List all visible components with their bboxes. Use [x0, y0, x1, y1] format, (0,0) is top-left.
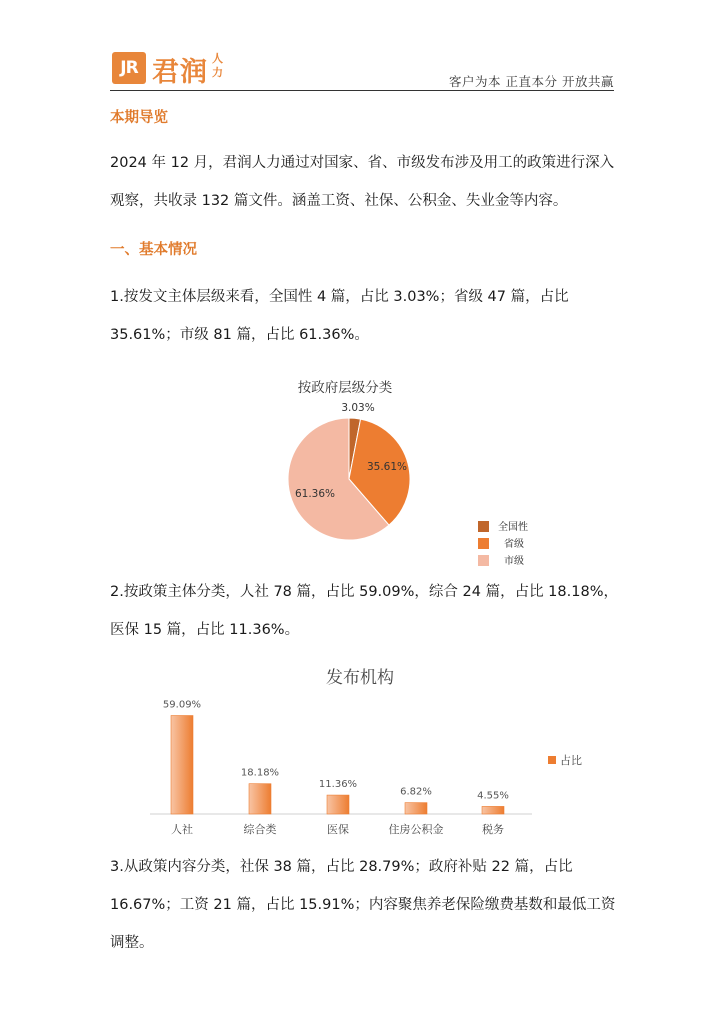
pie-legend-swatch	[478, 538, 489, 549]
bar-4	[405, 803, 427, 814]
paragraph-3: 3.从政策内容分类，社保 38 篇，占比 28.79%；政府补贴 22 篇，占比 16.67%；工资 21 篇，占比 15.91%；内容聚焦养老保险缴费基数和最低工资调整。	[110, 859, 616, 951]
bar-2	[249, 784, 271, 814]
intro-paragraph: 2024 年 12 月，君润人力通过对国家、省、市级发布涉及用工的政策进行深入观察，共收录 132 篇文件。涵盖工资、社保、公积金、失业金等内容。	[110, 155, 615, 209]
bar-chart-title: 发布机构	[326, 668, 394, 688]
bar-data-label: 59.09%	[162, 699, 202, 711]
x-tick-label: 人社	[171, 823, 193, 836]
pie-legend-label: 市级	[504, 556, 524, 567]
pie-legend-label: 全国性	[498, 522, 528, 533]
brand-logo-subtitle: 人力	[212, 52, 223, 79]
bar-legend-swatch	[548, 756, 556, 764]
section-title-intro: 本期导览	[110, 110, 168, 126]
pie-data-label: 3.03%	[341, 402, 375, 414]
pie-legend-swatch	[478, 521, 489, 532]
section-title-basic: 一、基本情况	[110, 242, 197, 258]
bar-data-label: 11.36%	[318, 779, 358, 791]
bar-1	[171, 716, 193, 814]
paragraph-2: 2.按政策主体分类，人社 78 篇，占比 59.09%，综合 24 篇，占比 18.18%，医保 15 篇，占比 11.36%。	[110, 584, 618, 638]
bar-chart	[140, 690, 620, 840]
pie-chart-title: 按政府层级分类	[297, 380, 393, 396]
bar-3	[327, 795, 349, 814]
bar-legend-label: 占比	[560, 754, 582, 767]
bar-data-label: 4.55%	[477, 790, 509, 802]
x-tick-label: 医保	[327, 823, 349, 836]
paragraph-1: 1.按发文主体层级来看，全国性 4 篇，占比 3.03%；省级 47 篇，占比 35.61%；市级 81 篇，占比 61.36%。	[110, 289, 569, 343]
header-slogan: 客户为本 正直本分 开放共赢	[449, 74, 614, 89]
bar-data-label: 6.82%	[400, 786, 432, 798]
x-tick-label: 税务	[482, 823, 504, 836]
brand-logo-name: 君润	[152, 57, 208, 88]
pie-data-label: 61.36%	[294, 488, 336, 500]
pie-legend-swatch	[478, 555, 489, 566]
x-tick-label: 综合类	[243, 823, 277, 836]
brand-logo-mark: JR	[112, 52, 146, 84]
pie-legend-label: 省级	[504, 539, 524, 550]
bar-data-label: 18.18%	[240, 767, 280, 779]
x-tick-label: 住房公积金	[388, 823, 444, 836]
bar-5	[482, 806, 504, 814]
pie-data-label: 35.61%	[366, 461, 408, 473]
header-divider	[110, 90, 614, 91]
pie-chart	[270, 395, 570, 570]
